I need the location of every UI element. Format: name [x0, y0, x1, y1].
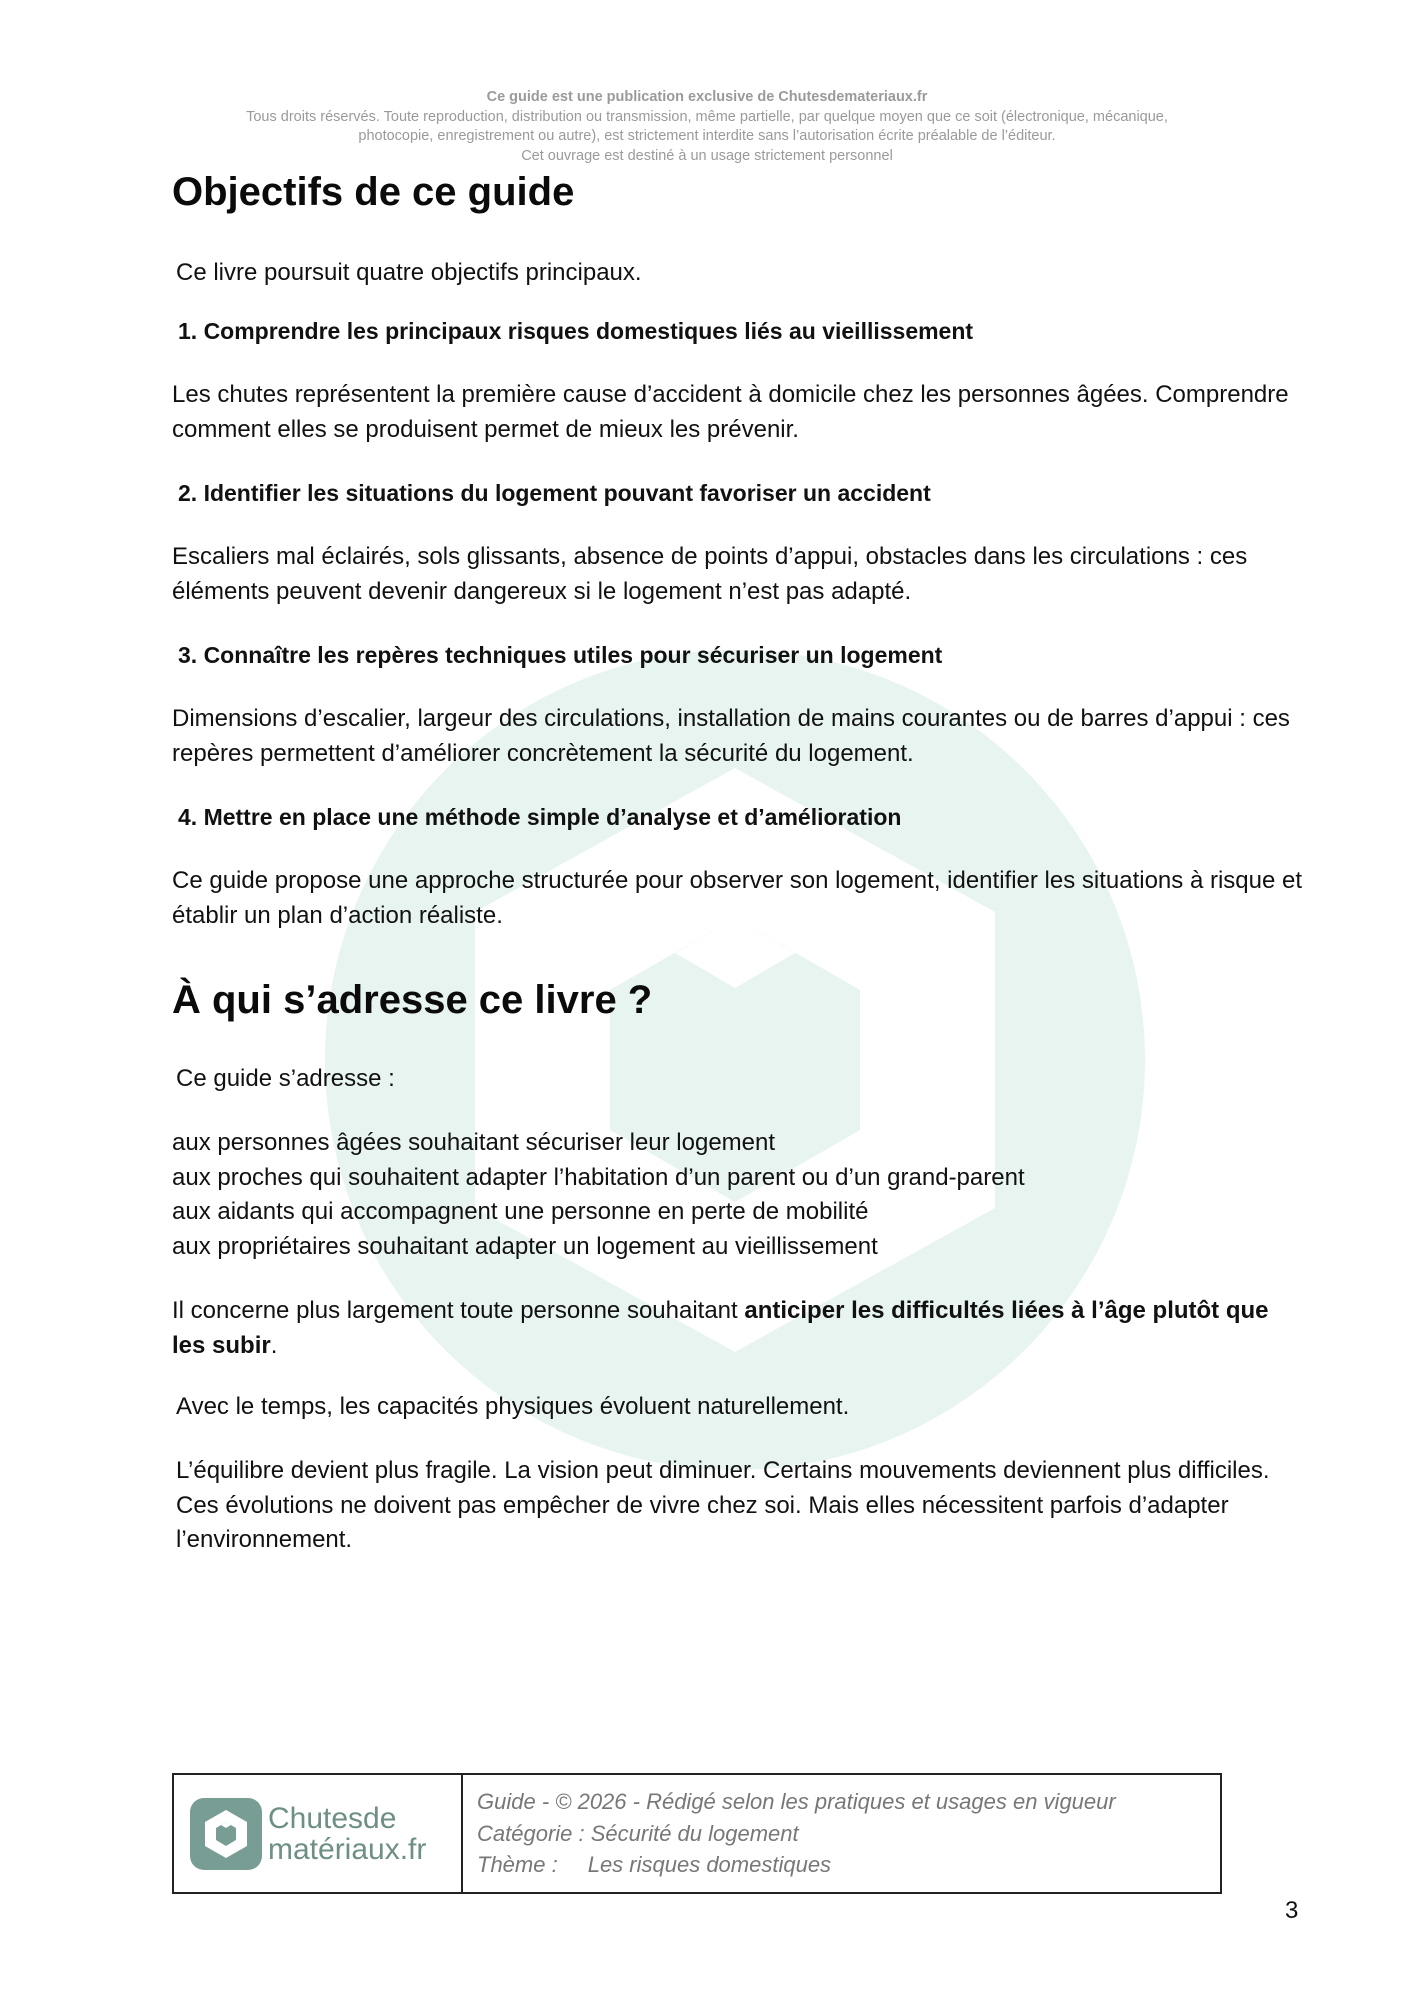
audience-concern-bold: anticiper les difficultés liées à l’âge plutôt que les subir	[172, 1297, 1269, 1359]
footer-theme-label: Thème :	[477, 1852, 558, 1877]
cube-logo-icon	[190, 1798, 262, 1870]
objective-heading-4: 4. Mettre en place une méthode simple d’analyse et d’amélioration	[178, 804, 902, 830]
audience-list	[172, 1126, 1025, 1264]
objectives-intro: Ce livre poursuit quatre objectifs principaux.	[176, 259, 642, 286]
footer-theme-value: Les risques domestiques	[587, 1852, 832, 1877]
time-paragraph: Avec le temps, les capacités physiques évoluent naturellement.	[176, 1393, 850, 1420]
header-rights-line: Tous droits réservés. Toute reproduction, distribution ou transmission, même partielle, par quelque moyen que ce soit (électronique, mécanique,	[246, 108, 1168, 125]
header-reproduction-line: photocopie, enregistrement ou autre), est strictement interdite sans l’autorisation écrite préalable de l’éditeur.	[358, 128, 1056, 144]
footer-logo-line-2: matériaux.fr	[268, 1832, 427, 1866]
footer-logo-text	[268, 1803, 426, 1865]
footer-theme-line	[477, 1849, 1116, 1881]
footer-info	[463, 1775, 1130, 1892]
audience-list-item: aux personnes âgées souhaitant sécuriser leur logement	[172, 1129, 776, 1156]
header-publication-line: Ce guide est une publication exclusive de Chutesdemateriaux.fr	[486, 89, 928, 105]
objective-text-2: Escaliers mal éclairés, sols glissants, absence de points d’appui, obstacles dans les circulations : ces éléments peuvent devenir dangereux si le logement n’est pas adapté.	[172, 543, 1248, 605]
balance-paragraph: L’équilibre devient plus fragile. La vision peut diminuer. Certains mouvements deviennent plus difficiles. Ces évolutions ne doivent pas empêcher de vivre chez soi. Mais elles nécessitent parfois d’adapter l’environnement.	[176, 1457, 1270, 1553]
footer-box	[172, 1773, 1222, 1894]
footer-logo-line-1: Chutesde	[268, 1801, 397, 1835]
audience-intro: Ce guide s’adresse :	[176, 1065, 395, 1092]
objective-text-3: Dimensions d’escalier, largeur des circulations, installation de mains courantes ou de barres d’appui : ces repères permettent d’améliorer concrètement la sécurité du logement.	[172, 705, 1290, 767]
objective-text-4: Ce guide propose une approche structurée pour observer son logement, identifier les situations à risque et établir un plan d’action réaliste.	[172, 867, 1303, 929]
objective-heading-1: 1. Comprendre les principaux risques domestiques liés au vieillissement	[178, 318, 974, 344]
footer-category-line: Catégorie : Sécurité du logement	[477, 1820, 799, 1846]
audience-concern-end: .	[270, 1331, 278, 1359]
objectives-title: Objectifs de ce guide	[172, 170, 575, 214]
audience-list-item: aux propriétaires souhaitant adapter un logement au vieillissement	[172, 1232, 878, 1260]
objective-heading-3: 3. Connaître les repères techniques utiles pour sécuriser un logement	[178, 642, 943, 668]
audience-concern-paragraph	[172, 1294, 1302, 1363]
audience-concern-start: Il concerne plus largement toute personne souhaitant	[172, 1297, 745, 1324]
footer-guide-line: Guide - © 2026 - Rédigé selon les pratiques et usages en vigueur	[477, 1789, 1116, 1814]
audience-list-item: aux aidants qui accompagnent une personne en perte de mobilité	[172, 1198, 869, 1225]
footer-logo	[174, 1775, 463, 1892]
objective-heading-2: 2. Identifier les situations du logement pouvant favoriser un accident	[178, 480, 931, 506]
audience-title: À qui s’adresse ce livre ?	[172, 978, 653, 1022]
header-usage-line: Cet ouvrage est destiné à un usage strictement personnel	[521, 147, 893, 164]
audience-list-item: aux proches qui souhaitent adapter l’habitation d’un parent ou d’un grand-parent	[172, 1163, 1025, 1191]
objective-text-1: Les chutes représentent la première cause d’accident à domicile chez les personnes âgées. Comprendre comment elles se produisent permet de mieux les prévenir.	[172, 381, 1289, 443]
page-number: 3	[1285, 1897, 1299, 1924]
copyright-header	[150, 88, 1264, 166]
